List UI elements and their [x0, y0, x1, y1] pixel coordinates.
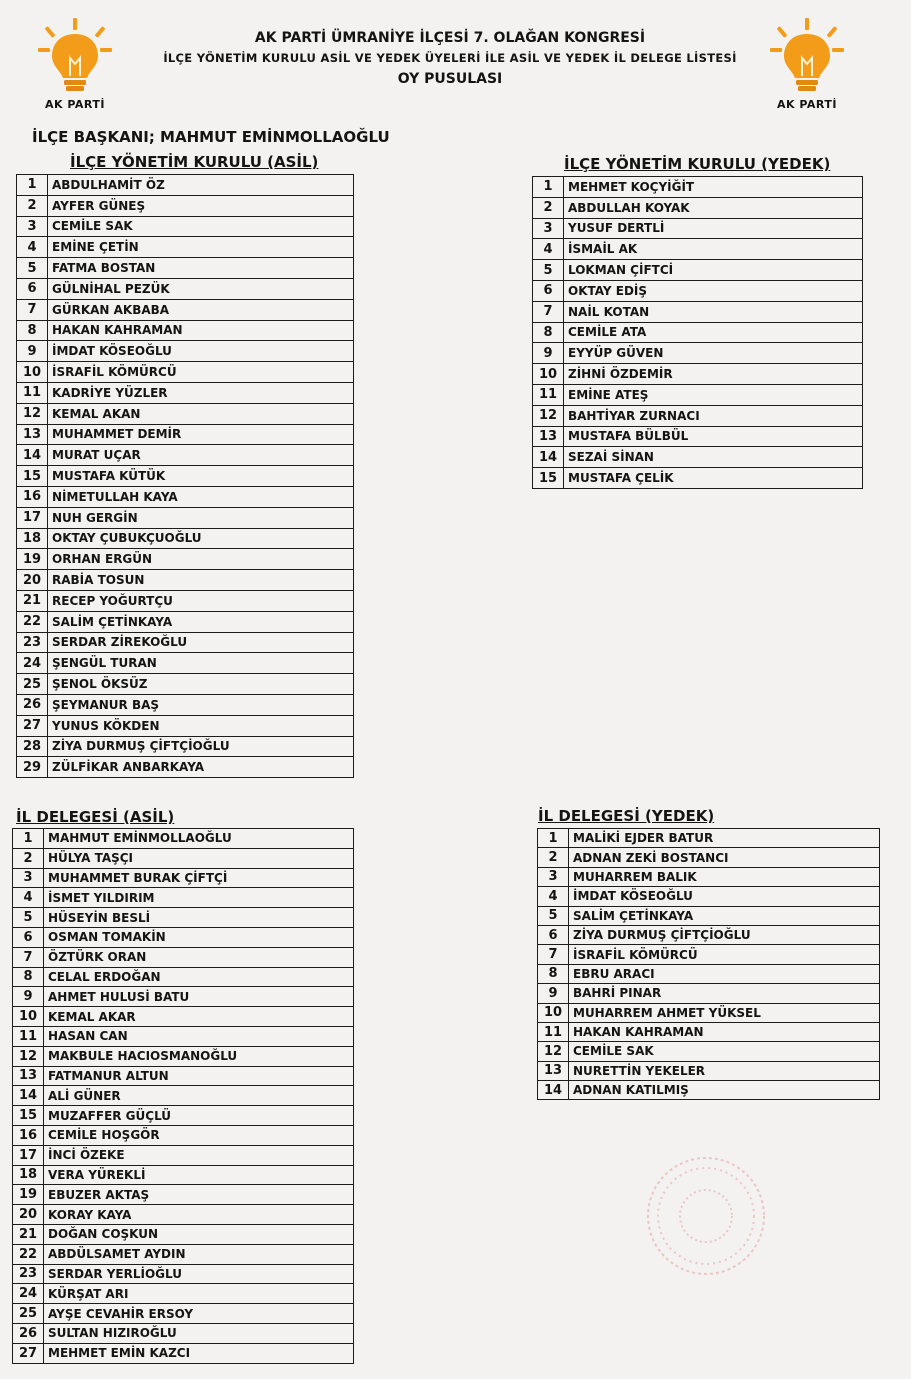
- row-number: 3: [13, 868, 44, 888]
- candidate-name: KEMAL AKAR: [44, 1007, 354, 1027]
- candidate-name: CEMİLE SAK: [569, 1042, 880, 1061]
- candidate-name: RECEP YOĞURTÇU: [48, 590, 354, 611]
- table-row: [17, 237, 354, 258]
- candidate-name: BAHTİYAR ZURNACI: [564, 405, 863, 426]
- table-row: [533, 301, 863, 322]
- row-number: 15: [17, 466, 48, 487]
- table-row: [13, 1205, 354, 1225]
- row-number: 8: [533, 322, 564, 343]
- row-number: 22: [17, 611, 48, 632]
- row-number: 4: [17, 237, 48, 258]
- row-number: 23: [17, 632, 48, 653]
- candidate-name: EBUZER AKTAŞ: [44, 1185, 354, 1205]
- document-header: [140, 30, 760, 87]
- il-delege-asil-title: İL DELEGESİ (ASİL): [16, 808, 175, 826]
- table-row: [13, 1046, 354, 1066]
- candidate-name: GÜRKAN AKBABA: [48, 299, 354, 320]
- row-number: 9: [538, 984, 569, 1003]
- table-row: [13, 1007, 354, 1027]
- row-number: 15: [533, 468, 564, 489]
- candidate-name: CEMİLE HOŞGÖR: [44, 1125, 354, 1145]
- row-number: 14: [17, 445, 48, 466]
- il-delege-asil-table: [12, 828, 354, 1364]
- candidate-name: MURAT UÇAR: [48, 445, 354, 466]
- candidate-name: İSRAFİL KÖMÜRCÜ: [569, 945, 880, 964]
- row-number: 29: [17, 757, 48, 778]
- row-number: 9: [13, 987, 44, 1007]
- candidate-name: KADRİYE YÜZLER: [48, 382, 354, 403]
- candidate-name: OKTAY EDİŞ: [564, 280, 863, 301]
- table-row: [538, 945, 880, 964]
- row-number: 11: [13, 1026, 44, 1046]
- table-row: [17, 258, 354, 279]
- row-number: 6: [13, 927, 44, 947]
- table-row: [17, 299, 354, 320]
- header-subtitle: İLÇE YÖNETİM KURULU ASİL VE YEDEK ÜYELERİ İLE ASİL VE YEDEK İL DELEGE LİSTESİ: [163, 51, 737, 65]
- row-number: 9: [17, 341, 48, 362]
- row-number: 13: [533, 426, 564, 447]
- table-row: [17, 528, 354, 549]
- board-asil-table: [16, 174, 354, 778]
- candidate-name: ŞEYMANUR BAŞ: [48, 694, 354, 715]
- table-row: [13, 1125, 354, 1145]
- row-number: 13: [17, 424, 48, 445]
- table-row: [17, 341, 354, 362]
- candidate-name: FATMA BOSTAN: [48, 258, 354, 279]
- row-number: 25: [17, 674, 48, 695]
- table-row: [17, 382, 354, 403]
- table-row: [538, 1022, 880, 1041]
- row-number: 12: [533, 405, 564, 426]
- row-number: 10: [17, 362, 48, 383]
- table-row: [13, 1026, 354, 1046]
- board-yedek-table: [532, 176, 863, 489]
- row-number: 24: [17, 653, 48, 674]
- candidate-name: LOKMAN ÇİFTCİ: [564, 260, 863, 281]
- table-row: [13, 1224, 354, 1244]
- row-number: 4: [533, 239, 564, 260]
- table-row: [533, 364, 863, 385]
- table-row: [538, 906, 880, 925]
- candidate-name: KEMAL AKAN: [48, 403, 354, 424]
- table-row: [538, 1042, 880, 1061]
- row-number: 5: [13, 908, 44, 928]
- candidate-name: SERDAR ZİREKOĞLU: [48, 632, 354, 653]
- row-number: 7: [538, 945, 569, 964]
- table-row: [13, 947, 354, 967]
- candidate-name: MUHARREM BALIK: [569, 867, 880, 886]
- district-president: İLÇE BAŞKANI; MAHMUT EMİNMOLLAOĞLU: [32, 128, 390, 146]
- row-number: 8: [17, 320, 48, 341]
- table-row: [538, 848, 880, 867]
- table-row: [538, 964, 880, 983]
- table-row: [17, 674, 354, 695]
- table-row: [17, 570, 354, 591]
- row-number: 11: [533, 384, 564, 405]
- candidate-name: ZİYA DURMUŞ ÇİFTÇİOĞLU: [569, 925, 880, 944]
- row-number: 18: [13, 1165, 44, 1185]
- table-row: [17, 216, 354, 237]
- candidate-name: ABDULHAMİT ÖZ: [48, 175, 354, 196]
- row-number: 12: [13, 1046, 44, 1066]
- table-row: [13, 1145, 354, 1165]
- table-row: [533, 177, 863, 198]
- candidate-name: MAKBULE HACIOSMANOĞLU: [44, 1046, 354, 1066]
- row-number: 20: [17, 570, 48, 591]
- header-title: AK PARTİ ÜMRANİYE İLÇESİ 7. OLAĞAN KONGRESİ: [254, 30, 646, 46]
- table-row: [13, 1343, 354, 1363]
- table-row: [13, 1185, 354, 1205]
- table-row: [13, 1086, 354, 1106]
- il-delege-yedek-title: İL DELEGESİ (YEDEK): [538, 807, 715, 825]
- candidate-name: MUHARREM AHMET YÜKSEL: [569, 1003, 880, 1022]
- table-row: [533, 218, 863, 239]
- candidate-name: ÖZTÜRK ORAN: [44, 947, 354, 967]
- table-row: [17, 195, 354, 216]
- table-row: [13, 868, 354, 888]
- candidate-name: İSRAFİL KÖMÜRCÜ: [48, 362, 354, 383]
- table-row: [533, 260, 863, 281]
- row-number: 5: [538, 906, 569, 925]
- table-row: [13, 1323, 354, 1343]
- table-row: [533, 426, 863, 447]
- row-number: 16: [17, 486, 48, 507]
- row-number: 18: [17, 528, 48, 549]
- candidate-name: EBRU ARACI: [569, 964, 880, 983]
- candidate-name: SALİM ÇETİNKAYA: [48, 611, 354, 632]
- candidate-name: MUSTAFA ÇELİK: [564, 468, 863, 489]
- table-row: [538, 925, 880, 944]
- row-number: 5: [533, 260, 564, 281]
- row-number: 10: [538, 1003, 569, 1022]
- table-row: [13, 1284, 354, 1304]
- candidate-name: ADNAN ZEKİ BOSTANCI: [569, 848, 880, 867]
- table-row: [533, 405, 863, 426]
- board-asil-title: İLÇE YÖNETİM KURULU (ASİL): [70, 153, 319, 171]
- row-number: 1: [13, 829, 44, 849]
- candidate-name: YUNUS KÖKDEN: [48, 715, 354, 736]
- row-number: 17: [17, 507, 48, 528]
- ak-parti-logo-left: [30, 14, 120, 114]
- row-number: 21: [13, 1224, 44, 1244]
- row-number: 10: [13, 1007, 44, 1027]
- candidate-name: VERA YÜREKLİ: [44, 1165, 354, 1185]
- candidate-name: HASAN CAN: [44, 1026, 354, 1046]
- table-row: [13, 848, 354, 868]
- candidate-name: ZÜLFİKAR ANBARKAYA: [48, 757, 354, 778]
- candidate-name: ORHAN ERGÜN: [48, 549, 354, 570]
- row-number: 3: [533, 218, 564, 239]
- candidate-name: EYYÜP GÜVEN: [564, 343, 863, 364]
- row-number: 10: [533, 364, 564, 385]
- candidate-name: İMDAT KÖSEOĞLU: [569, 887, 880, 906]
- table-row: [533, 343, 863, 364]
- table-row: [13, 927, 354, 947]
- table-row: [13, 1244, 354, 1264]
- row-number: 2: [538, 848, 569, 867]
- official-seal-stamp: [642, 1152, 770, 1280]
- table-row: [17, 736, 354, 757]
- logo-brand-text: AK PARTİ: [776, 98, 837, 111]
- row-number: 26: [13, 1323, 44, 1343]
- candidate-name: HÜLYA TAŞÇI: [44, 848, 354, 868]
- table-row: [538, 867, 880, 886]
- table-row: [17, 403, 354, 424]
- table-row: [17, 278, 354, 299]
- candidate-name: OKTAY ÇUBUKÇUOĞLU: [48, 528, 354, 549]
- candidate-name: SALİM ÇETİNKAYA: [569, 906, 880, 925]
- row-number: 14: [13, 1086, 44, 1106]
- row-number: 7: [533, 301, 564, 322]
- candidate-name: AHMET HULUSİ BATU: [44, 987, 354, 1007]
- table-row: [17, 175, 354, 196]
- candidate-name: ŞENGÜL TURAN: [48, 653, 354, 674]
- candidate-name: KORAY KAYA: [44, 1205, 354, 1225]
- candidate-name: NURETTİN YEKELER: [569, 1061, 880, 1080]
- row-number: 3: [17, 216, 48, 237]
- table-row: [538, 1081, 880, 1100]
- candidate-name: MUSTAFA KÜTÜK: [48, 466, 354, 487]
- row-number: 7: [17, 299, 48, 320]
- candidate-name: GÜLNİHAL PEZÜK: [48, 278, 354, 299]
- candidate-name: CELAL ERDOĞAN: [44, 967, 354, 987]
- table-row: [13, 967, 354, 987]
- row-number: 17: [13, 1145, 44, 1165]
- row-number: 7: [13, 947, 44, 967]
- candidate-name: İSMET YILDIRIM: [44, 888, 354, 908]
- table-row: [13, 1106, 354, 1126]
- candidate-name: İSMAİL AK: [564, 239, 863, 260]
- candidate-name: MEHMET KOÇYİĞİT: [564, 177, 863, 198]
- il-delege-yedek-table: [537, 828, 880, 1100]
- candidate-name: AYFER GÜNEŞ: [48, 195, 354, 216]
- row-number: 3: [538, 867, 569, 886]
- table-row: [533, 384, 863, 405]
- table-row: [13, 888, 354, 908]
- candidate-name: BAHRİ PINAR: [569, 984, 880, 1003]
- row-number: 24: [13, 1284, 44, 1304]
- logo-brand-text: AK PARTİ: [44, 98, 105, 111]
- row-number: 6: [538, 925, 569, 944]
- candidate-name: ADNAN KATILMIŞ: [569, 1081, 880, 1100]
- row-number: 19: [13, 1185, 44, 1205]
- table-row: [538, 984, 880, 1003]
- candidate-name: MUHAMMET BURAK ÇİFTÇİ: [44, 868, 354, 888]
- candidate-name: ZİYA DURMUŞ ÇİFTÇİOĞLU: [48, 736, 354, 757]
- ak-parti-logo-right: [762, 14, 852, 114]
- table-row: [538, 1003, 880, 1022]
- candidate-name: YUSUF DERTLİ: [564, 218, 863, 239]
- candidate-name: SULTAN HIZIROĞLU: [44, 1323, 354, 1343]
- candidate-name: SERDAR YERLİOĞLU: [44, 1264, 354, 1284]
- candidate-name: HAKAN KAHRAMAN: [48, 320, 354, 341]
- row-number: 5: [17, 258, 48, 279]
- row-number: 1: [538, 829, 569, 848]
- row-number: 9: [533, 343, 564, 364]
- table-row: [538, 887, 880, 906]
- candidate-name: NAİL KOTAN: [564, 301, 863, 322]
- candidate-name: AYŞE CEVAHİR ERSOY: [44, 1304, 354, 1324]
- row-number: 2: [13, 848, 44, 868]
- candidate-name: NİMETULLAH KAYA: [48, 486, 354, 507]
- board-yedek-title: İLÇE YÖNETİM KURULU (YEDEK): [564, 155, 831, 173]
- row-number: 14: [538, 1081, 569, 1100]
- row-number: 21: [17, 590, 48, 611]
- lightbulb-logo-icon: [762, 14, 852, 96]
- candidate-name: MUHAMMET DEMİR: [48, 424, 354, 445]
- candidate-name: RABİA TOSUN: [48, 570, 354, 591]
- row-number: 4: [13, 888, 44, 908]
- candidate-name: ALİ GÜNER: [44, 1086, 354, 1106]
- table-row: [533, 239, 863, 260]
- table-row: [538, 829, 880, 848]
- table-row: [538, 1061, 880, 1080]
- candidate-name: ZİHNİ ÖZDEMİR: [564, 364, 863, 385]
- table-row: [17, 507, 354, 528]
- table-row: [17, 424, 354, 445]
- table-row: [13, 1264, 354, 1284]
- candidate-name: EMİNE ÇETİN: [48, 237, 354, 258]
- candidate-name: DOĞAN COŞKUN: [44, 1224, 354, 1244]
- candidate-name: KÜRŞAT ARI: [44, 1284, 354, 1304]
- candidate-name: FATMANUR ALTUN: [44, 1066, 354, 1086]
- table-row: [17, 632, 354, 653]
- candidate-name: OSMAN TOMAKİN: [44, 927, 354, 947]
- row-number: 13: [538, 1061, 569, 1080]
- row-number: 26: [17, 694, 48, 715]
- candidate-name: NUH GERGİN: [48, 507, 354, 528]
- candidate-name: CEMİLE SAK: [48, 216, 354, 237]
- row-number: 25: [13, 1304, 44, 1324]
- row-number: 4: [538, 887, 569, 906]
- table-row: [17, 757, 354, 778]
- candidate-name: İMDAT KÖSEOĞLU: [48, 341, 354, 362]
- candidate-name: HAKAN KAHRAMAN: [569, 1022, 880, 1041]
- table-row: [13, 987, 354, 1007]
- table-row: [17, 445, 354, 466]
- table-row: [533, 447, 863, 468]
- candidate-name: ABDÜLSAMET AYDIN: [44, 1244, 354, 1264]
- row-number: 1: [17, 175, 48, 196]
- row-number: 2: [17, 195, 48, 216]
- table-row: [17, 590, 354, 611]
- table-row: [17, 362, 354, 383]
- row-number: 1: [533, 177, 564, 198]
- candidate-name: SEZAİ SİNAN: [564, 447, 863, 468]
- table-row: [17, 715, 354, 736]
- row-number: 2: [533, 197, 564, 218]
- table-row: [533, 280, 863, 301]
- table-row: [13, 1066, 354, 1086]
- row-number: 22: [13, 1244, 44, 1264]
- candidate-name: MAHMUT EMİNMOLLAOĞLU: [44, 829, 354, 849]
- row-number: 20: [13, 1205, 44, 1225]
- candidate-name: ABDULLAH KOYAK: [564, 197, 863, 218]
- table-row: [13, 908, 354, 928]
- candidate-name: CEMİLE ATA: [564, 322, 863, 343]
- lightbulb-logo-icon: [30, 14, 120, 96]
- row-number: 12: [17, 403, 48, 424]
- row-number: 13: [13, 1066, 44, 1086]
- row-number: 27: [17, 715, 48, 736]
- table-row: [13, 1165, 354, 1185]
- row-number: 12: [538, 1042, 569, 1061]
- candidate-name: MUSTAFA BÜLBÜL: [564, 426, 863, 447]
- table-row: [17, 466, 354, 487]
- row-number: 8: [13, 967, 44, 987]
- header-ballot-label: OY PUSULASI: [397, 71, 503, 87]
- row-number: 15: [13, 1106, 44, 1126]
- candidate-name: MALİKİ EJDER BATUR: [569, 829, 880, 848]
- row-number: 8: [538, 964, 569, 983]
- table-row: [13, 829, 354, 849]
- candidate-name: ŞENOL ÖKSÜZ: [48, 674, 354, 695]
- row-number: 23: [13, 1264, 44, 1284]
- row-number: 27: [13, 1343, 44, 1363]
- table-row: [17, 486, 354, 507]
- table-row: [13, 1304, 354, 1324]
- row-number: 14: [533, 447, 564, 468]
- table-row: [533, 468, 863, 489]
- table-row: [533, 322, 863, 343]
- row-number: 6: [17, 278, 48, 299]
- row-number: 28: [17, 736, 48, 757]
- candidate-name: İNCİ ÖZEKE: [44, 1145, 354, 1165]
- row-number: 11: [17, 382, 48, 403]
- candidate-name: MEHMET EMİN KAZCI: [44, 1343, 354, 1363]
- candidate-name: MUZAFFER GÜÇLÜ: [44, 1106, 354, 1126]
- table-row: [17, 611, 354, 632]
- table-row: [17, 549, 354, 570]
- row-number: 6: [533, 280, 564, 301]
- table-row: [17, 320, 354, 341]
- row-number: 16: [13, 1125, 44, 1145]
- candidate-name: HÜSEYİN BESLİ: [44, 908, 354, 928]
- row-number: 11: [538, 1022, 569, 1041]
- candidate-name: EMİNE ATEŞ: [564, 384, 863, 405]
- row-number: 19: [17, 549, 48, 570]
- table-row: [533, 197, 863, 218]
- table-row: [17, 694, 354, 715]
- table-row: [17, 653, 354, 674]
